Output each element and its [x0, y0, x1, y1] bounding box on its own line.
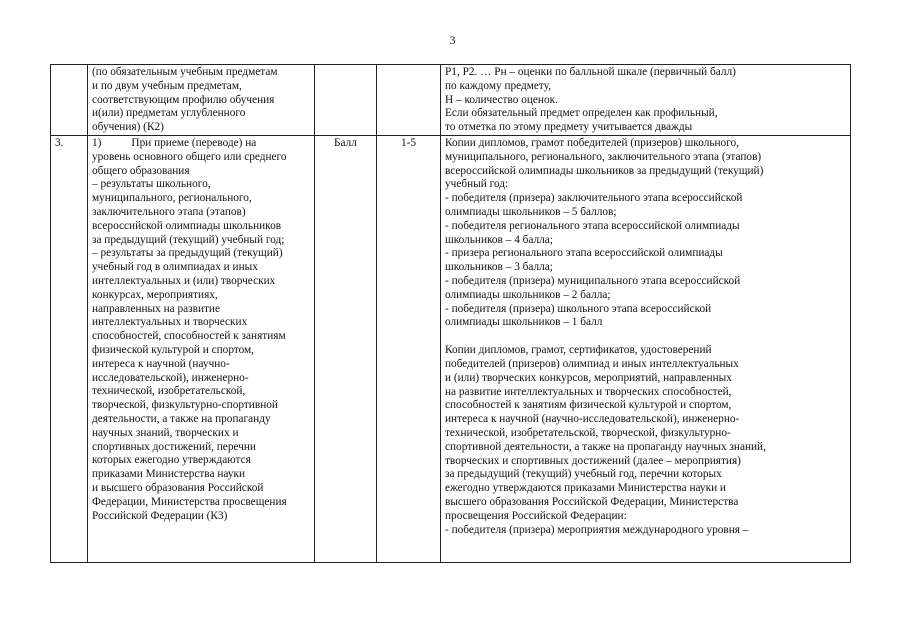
- notes-line: муниципального, регионального, заключительного этапа (этапов): [445, 150, 762, 163]
- criterion-line: технической, изобретательской,: [92, 385, 246, 398]
- notes-line: и (или) творческих конкурсов, мероприятий, направленных: [445, 371, 732, 384]
- criterion-line: (по обязательным учебным предметам: [92, 66, 278, 78]
- criterion-line: конкурсах, мероприятиях,: [92, 288, 218, 301]
- table-row-3: [51, 135, 851, 562]
- criterion-line: направленных на развитие: [92, 302, 220, 315]
- notes-line: на развитие интеллектуальных и творческих способностей,: [445, 385, 732, 398]
- notes-line: интереса к научной (научно-исследовательской), инженерно-: [445, 413, 740, 426]
- criterion-line: – результаты школьного,: [92, 178, 211, 191]
- criterion-line: интереса к научной (научно-: [92, 357, 230, 370]
- criterion-first-text: При приеме (переводе) на: [131, 136, 257, 149]
- notes-line: учебный год:: [445, 178, 509, 191]
- notes-line: - победителя регионального этапа всероссийской олимпиады: [445, 219, 740, 232]
- criterion-line: заключительного этапа (этапов): [92, 205, 246, 218]
- page-number: 3: [449, 33, 456, 47]
- notes-line: Копии дипломов, грамот победителей (призеров) школьного,: [445, 136, 740, 149]
- criterion-line: обучения) (К2): [92, 121, 164, 134]
- criterion-line: интеллектуальных и (или) творческих: [92, 274, 276, 287]
- criterion-line: – результаты за предыдущий (текущий): [92, 247, 283, 260]
- notes-line: по каждому предмету,: [445, 79, 552, 92]
- criterion-first-line: [92, 137, 310, 151]
- notes-line: олимпиады школьников – 5 баллов;: [445, 205, 617, 218]
- notes-line: олимпиады школьников – 1 балл: [445, 316, 603, 329]
- criterion-line: научных знаний, творческих и: [92, 426, 239, 439]
- criterion-line: всероссийской олимпиады школьников: [92, 219, 282, 232]
- criterion-line: уровень основного общего или среднего: [92, 150, 287, 163]
- notes-line: Если обязательный предмет определен как профильный,: [445, 107, 718, 120]
- notes-line: Р1, Р2. … Рн – оценки по балльной шкале (первичный балл): [445, 66, 736, 78]
- cell-range: 1-5: [377, 135, 441, 562]
- paragraph-gap: [445, 330, 846, 344]
- criterion-line: творческой, физкультурно-спортивной: [92, 399, 278, 412]
- notes-line: способностей к занятиям физической культурой и спортом,: [445, 399, 732, 412]
- notes-line: - победителя (призера) заключительного этапа всероссийской: [445, 192, 743, 205]
- criterion-line: учебный год в олимпиадах и иных: [92, 261, 258, 274]
- criterion-line: спортивных достижений, перечни: [92, 440, 256, 453]
- table-row-continuation: [51, 65, 851, 136]
- criterion-line: общего образования: [92, 164, 190, 177]
- notes-line: - победителя (призера) мероприятия международного уровня –: [445, 523, 749, 536]
- notes-line: за предыдущий (текущий) учебный год, перечни которых: [445, 468, 722, 481]
- cell-unit-empty: [315, 65, 377, 136]
- criterion-line: Федерации, Министерства просвещения: [92, 495, 287, 508]
- notes-line: - победителя (призера) муниципального этапа всероссийской: [445, 274, 741, 287]
- notes-line: творческих и спортивных достижений (далее – мероприятия): [445, 454, 741, 467]
- notes-line: Н – количество оценок.: [445, 93, 558, 106]
- cell-range-empty: [377, 65, 441, 136]
- notes-line: школьников – 3 балла;: [445, 261, 553, 274]
- notes-line: олимпиады школьников – 2 балла;: [445, 288, 611, 301]
- notes-line: победителей (призеров) олимпиад и иных интеллектуальных: [445, 357, 739, 370]
- notes-line: школьников – 4 балла;: [445, 233, 553, 246]
- notes-line: просвещения Российской Федерации:: [445, 509, 627, 522]
- cell-number-empty: [51, 65, 88, 136]
- criterion-line: и(или) предметам углубленного: [92, 107, 246, 120]
- criterion-line: физической культурой и спортом,: [92, 343, 255, 356]
- item-number: 1): [92, 136, 102, 149]
- cell-criterion-continued: [88, 65, 315, 136]
- criterion-line: соответствующим профилю обучения: [92, 93, 275, 106]
- notes-line: спортивной деятельности, а также на пропаганду научных знаний,: [445, 440, 766, 453]
- notes-line: технической, изобретательской, творческой, физкультурно-: [445, 426, 731, 439]
- notes-line: Копии дипломов, грамот, сертификатов, удостоверений: [445, 344, 712, 357]
- criterion-line: которых ежегодно утверждаются: [92, 454, 251, 467]
- cell-unit: Балл: [315, 135, 377, 562]
- notes-line: то отметка по этому предмету учитывается дважды: [445, 121, 693, 134]
- cell-notes: [441, 135, 851, 562]
- criterion-line: за предыдущий (текущий) учебный год;: [92, 233, 285, 246]
- notes-line: высшего образования Российской Федерации, Министерства: [445, 495, 739, 508]
- criterion-line: деятельности, а также на пропаганду: [92, 412, 271, 425]
- criterion-line: муниципального, регионального,: [92, 192, 252, 205]
- criteria-table: [50, 64, 851, 563]
- criterion-line: Российской Федерации (К3): [92, 509, 228, 522]
- criterion-line: интеллектуальных и творческих: [92, 316, 248, 329]
- notes-line: ежегодно утверждаются приказами Министерства науки и: [445, 482, 726, 495]
- cell-row-number: 3.: [51, 135, 88, 562]
- criterion-line: исследовательской), инженерно-: [92, 371, 249, 384]
- cell-criterion: [88, 135, 315, 562]
- notes-line: - призера регионального этапа всероссийской олимпиады: [445, 247, 723, 260]
- notes-line: всероссийской олимпиады школьников за предыдущий (текущий): [445, 164, 764, 177]
- cell-notes-continued: [441, 65, 851, 136]
- criterion-line: и высшего образования Российской: [92, 481, 264, 494]
- notes-line: - победителя (призера) школьного этапа всероссийской: [445, 302, 712, 315]
- criterion-line: способностей, способностей к занятиям: [92, 330, 286, 343]
- criterion-line: и по двум учебным предметам,: [92, 79, 242, 92]
- criterion-line: приказами Министерства науки: [92, 468, 246, 481]
